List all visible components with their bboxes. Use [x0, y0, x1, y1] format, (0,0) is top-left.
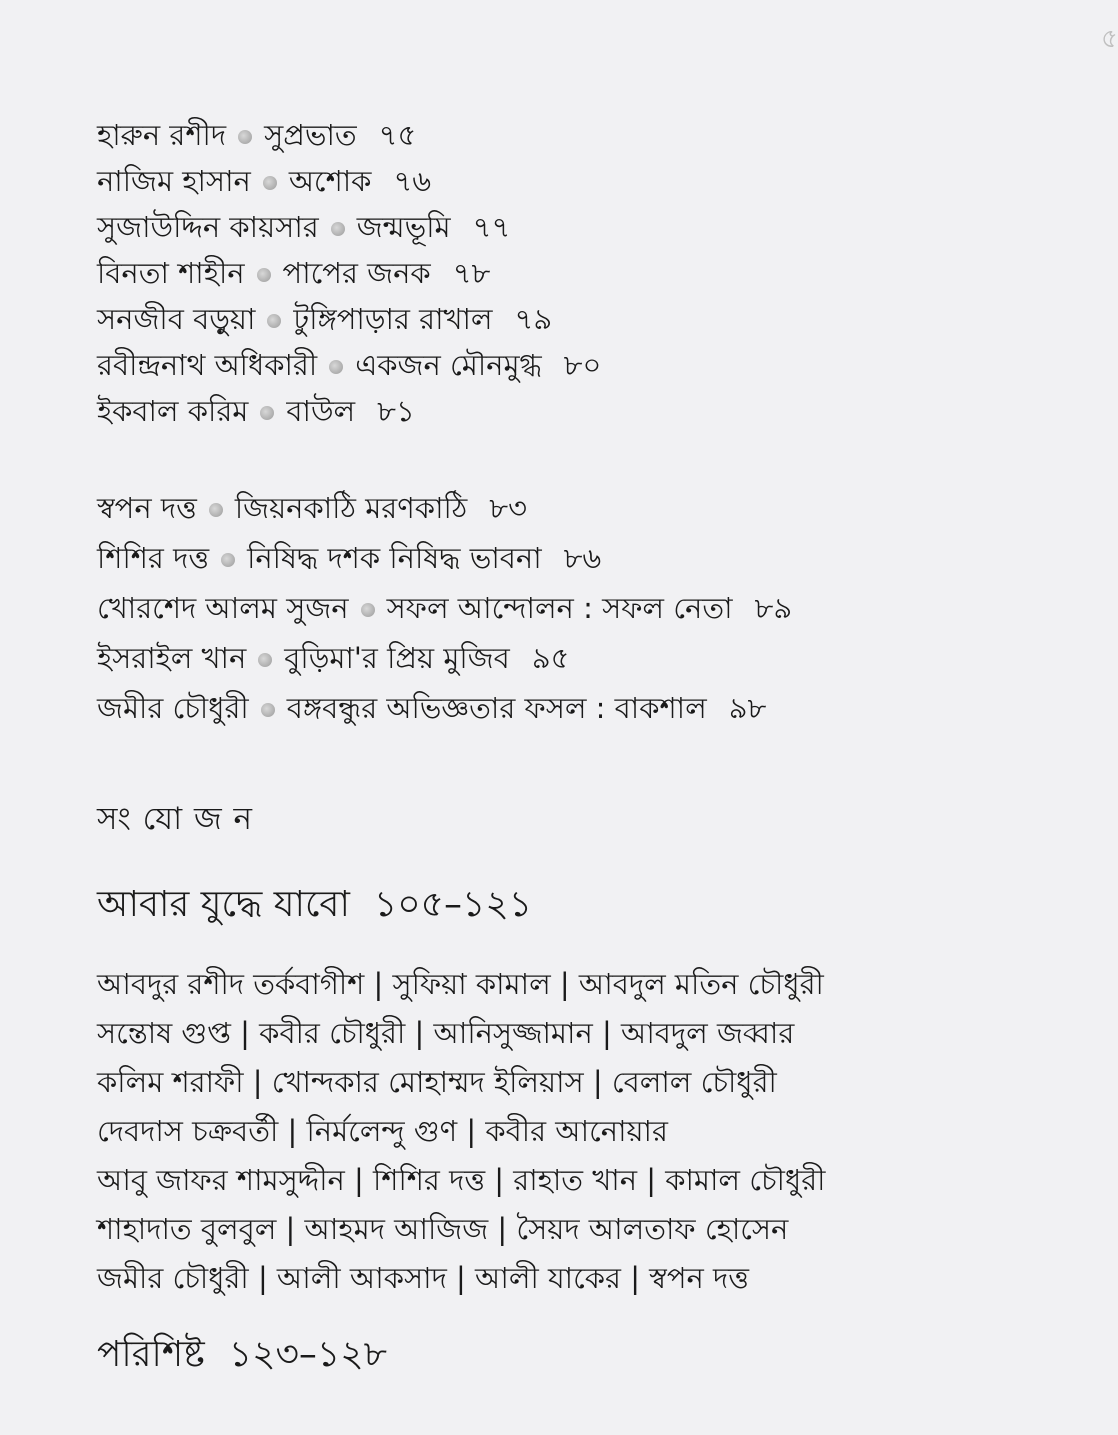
bullet-icon [329, 360, 343, 374]
toc-page-number: ৮৯ [754, 591, 793, 625]
toc-title: নিষিদ্ধ দশক নিষিদ্ধ ভাবনা [247, 541, 542, 575]
toc-entry [97, 533, 1077, 583]
chapter-title: আবার যুদ্ধে যাবো [97, 884, 350, 925]
bullet-icon [238, 130, 252, 144]
names-line: কলিম শরাফী | খোন্দকার মোহাম্মদ ইলিয়াস | বেলাল চৌধুরী [97, 1065, 777, 1099]
toc-entry [97, 633, 1077, 683]
toc-entry [97, 483, 1077, 533]
names-line: সন্তোষ গুপ্ত | কবীর চৌধুরী | আনিসুজ্জামান | আবদুল জব্বার [97, 1016, 795, 1050]
toc-entry [97, 158, 1077, 204]
names-line: দেবদাস চক্রবর্তী | নির্মলেন্দু গুণ | কবীর আনোয়ার [97, 1114, 668, 1148]
toc-page-number: ৮০ [563, 348, 602, 382]
toc-title: বুড়িমা'র প্রিয় মুজিব [284, 641, 510, 675]
toc-author: জমীর চৌধুরী [97, 691, 249, 725]
bullet-icon [361, 603, 375, 617]
chapter-page-range: ১০৫–১২১ [373, 884, 533, 925]
toc-title: বঙ্গবন্ধুর অভিজ্ঞতার ফসল : বাকশাল [286, 691, 707, 725]
toc-title: টুঙ্গিপাড়ার রাখাল [293, 302, 493, 336]
toc-entry [97, 112, 1077, 158]
bullet-icon [331, 222, 345, 236]
toc-entry [97, 342, 1077, 388]
toc-author: খোরশেদ আলম সুজন [97, 591, 349, 625]
names-line: আবদুর রশীদ তর্কবাগীশ | সুফিয়া কামাল | আবদুল মতিন চৌধুরী [97, 967, 824, 1001]
toc-page-number: ৯৮ [728, 691, 767, 725]
toc-entry [97, 388, 1077, 434]
toc-entry [97, 204, 1077, 250]
toc-title: জন্মভূমি [356, 210, 451, 244]
toc-title: একজন মৌনমুগ্ধ [355, 348, 542, 382]
bullet-icon [221, 553, 235, 567]
toc-title: অশোক [288, 164, 372, 198]
toc-title: জিয়নকাঠি মরণকাঠি [234, 491, 468, 525]
toc-author: হারুন রশীদ [97, 118, 227, 152]
toc-page-number: ৭৫ [378, 118, 417, 152]
toc-entry [97, 250, 1077, 296]
corner-page-mark: ৫ [1101, 24, 1118, 54]
bullet-icon [257, 268, 271, 282]
appendix-heading [97, 1330, 387, 1380]
toc-group-1 [97, 112, 1077, 434]
toc-entry [97, 296, 1077, 342]
toc-title: সুপ্রভাত [264, 118, 357, 152]
section-label: সং যো জ ন [97, 801, 254, 837]
bullet-icon [267, 314, 281, 328]
bullet-icon [263, 176, 277, 190]
bullet-icon [209, 503, 223, 517]
toc-author: ইসরাইল খান [97, 641, 247, 675]
toc-author: বিনতা শাহীন [97, 256, 245, 290]
toc-author: ইকবাল করিম [97, 394, 249, 428]
toc-group-2 [97, 483, 1077, 733]
toc-page-number: ৭৯ [514, 302, 553, 336]
bullet-icon [258, 653, 272, 667]
toc-page-number: ৯৫ [531, 641, 570, 675]
appendix-page-range: ১২৩–১২৮ [228, 1334, 388, 1375]
contributor-names [97, 960, 1087, 1303]
toc-page-number: ৮৬ [563, 541, 602, 575]
names-line: জমীর চৌধুরী | আলী আকসাদ | আলী যাকের | স্বপন দত্ত [97, 1261, 750, 1295]
toc-author: রবীন্দ্রনাথ অধিকারী [97, 348, 318, 382]
toc-page-number: ৭৮ [452, 256, 491, 290]
names-line: শাহাদাত বুলবুল | আহমদ আজিজ | সৈয়দ আলতাফ হোসেন [97, 1212, 789, 1246]
toc-page-number: ৮৩ [489, 491, 527, 525]
names-line: আবু জাফর শামসুদ্দীন | শিশির দত্ত | রাহাত খান | কামাল চৌধুরী [97, 1163, 826, 1197]
toc-title: বাউল [286, 394, 356, 428]
toc-page-number: ৮১ [377, 394, 415, 428]
chapter-heading [97, 880, 532, 930]
toc-entry [97, 683, 1077, 733]
toc-entry [97, 583, 1077, 633]
toc-author: নাজিম হাসান [97, 164, 251, 198]
toc-author: শিশির দত্ত [97, 541, 210, 575]
toc-page-number: ৭৬ [393, 164, 432, 198]
bullet-icon [261, 703, 275, 717]
toc-page-number: ৭৭ [472, 210, 511, 244]
toc-author: সুজাউদ্দিন কায়সার [97, 210, 319, 244]
toc-title: পাপের জনক [282, 256, 431, 290]
toc-title: সফল আন্দোলন : সফল নেতা [386, 591, 733, 625]
toc-author: স্বপন দত্ত [97, 491, 197, 525]
toc-author: সনজীব বড়ুয়া [97, 302, 256, 336]
appendix-title: পরিশিষ্ট [97, 1334, 205, 1375]
bullet-icon [260, 406, 274, 420]
